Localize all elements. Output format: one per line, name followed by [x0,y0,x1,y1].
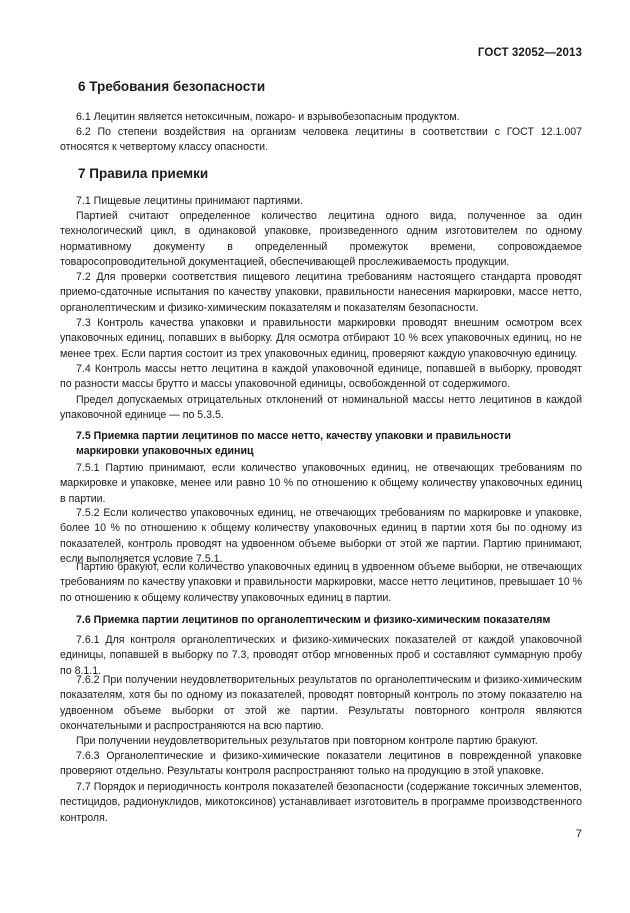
standard-number: ГОСТ 32052—2013 [477,47,582,59]
paragraph-7-5-1: 7.5.1 Партию принимают, если количество упаковочных единиц, не отвечающих требованиям по маркировке и упаковке, менее или равно 10 % по отношению к общему количеству упаковочных единиц в партии. [60,462,582,505]
paragraph-7-1-lot: Партией считают определенное количество лецитина одного вида, полученное за один технологический цикл, в одинаковой упаковке, произведенного одним изготовителем по одному нормативному документу в определенный промежуток времени, сопровождаемое товаросопроводительной документацией, обеспечивающей прослеживаемость продукции. [60,210,582,268]
subsection-7-6-title: 7.6 Приемка партии лецитинов по органолептическим и физико-химическим показателям [76,614,551,626]
subsection-7-5-title-line1: 7.5 Приемка партии лецитинов по массе нетто, качеству упаковки и правильности [76,430,511,442]
page-number: 7 [575,828,582,840]
paragraph-7-2: 7.2 Для проверки соответствия пищевого лецитина требованиям настоящего стандарта проводят приемо-сдаточные испытания по качеству упаковки, правильности нанесения маркировки, массе нетто, органолептическим и физико-химическим показателям и показателям безопасности. [60,271,582,314]
paragraph-7-7: 7.7 Порядок и периодичность контроля показателей безопасности (содержание токсичных элементов, пестицидов, радионуклидов, микотоксинов) устанавливает изготовитель в программе производственного контроля. [60,781,582,824]
paragraph-6-1: 6.1 Лецитин является нетоксичным, пожаро- и взрывобезопасным продуктом. [76,111,460,123]
paragraph-7-6-2: 7.6.2 При получении неудовлетворительных результатов по органолептическим и физико-химическим показателям, хотя бы по одному из показателей, проводят повторный контроль по этому показателю на удвоенном объеме выборки от этой же партии. Результаты повторного контроля являются окончательными и распространяются на всю партию. [60,674,582,732]
paragraph-7-4-limit: Предел допускаемых отрицательных отклонений от номинальной массы нетто лецитинов в каждой упаковочной единице — по 5.3.5. [60,394,582,422]
paragraph-7-3: 7.3 Контроль качества упаковки и правильности маркировки проводят внешним осмотром всех упаковочных единиц, попавших в выборку. Для осмотра отбирают 10 % всех упаковочных единиц, но не менее трех. Если партия состоит из трех упаковочных единиц, проверяют каждую упаковочную единицу. [60,317,582,360]
paragraph-6-2: 6.2 По степени воздействия на организм человека лецитины в соответствии с ГОСТ 12.1.007 относятся к четвертому классу опасности. [60,126,582,154]
subsection-7-5-title [60,429,582,460]
paragraph-7-5-2: 7.5.2 Если количество упаковочных единиц, не отвечающих требованиям по маркировке и упаковке, более 10 % по отношению к общему количеству упаковочных единиц в партии хотя бы по одному из показателей, контроль проводят на удвоенном объеме выборки от этой же партии. Партию принимают, если выполняется условие 7.5.1. [60,507,582,565]
paragraph-7-5-2-reject: Партию бракуют, если количество упаковочных единиц в удвоенном объеме выборки, не отвечающих требованиям по качеству упаковки и правильности маркировки, массе нетто лецитинов, превышает 10 % по отношению к общему количеству упаковочных единиц в партии. [60,561,582,604]
paragraph-7-4: 7.4 Контроль массы нетто лецитина в каждой упаковочной единице, попавшей в выборку, проводят по разности массы брутто и массы упаковочной единицы, освобожденной от содержимого. [60,363,582,391]
section-6-title: 6 Требования безопасности [78,79,266,94]
paragraph-7-6-2-reject: При получении неудовлетворительных результатов при повторном контроле партию бракуют. [76,735,538,747]
paragraph-7-6-1: 7.6.1 Для контроля органолептических и физико-химических показателей от каждой упаковочной единицы, попавшей в выборку по 7.3, проводят отбор мгновенных проб и составляют суммарную пробу по 8.1.1. [60,634,582,677]
paragraph-7-1: 7.1 Пищевые лецитины принимают партиями. [76,195,303,207]
subsection-7-5-title-line2: маркировки упаковочных единиц [76,445,254,458]
section-7-title: 7 Правила приемки [78,166,209,181]
paragraph-7-6-3: 7.6.3 Органолептические и физико-химические показатели лецитинов в поврежденной упаковке проверяют отдельно. Результаты контроля распространяют только на продукцию в этой упаковке. [60,750,582,778]
